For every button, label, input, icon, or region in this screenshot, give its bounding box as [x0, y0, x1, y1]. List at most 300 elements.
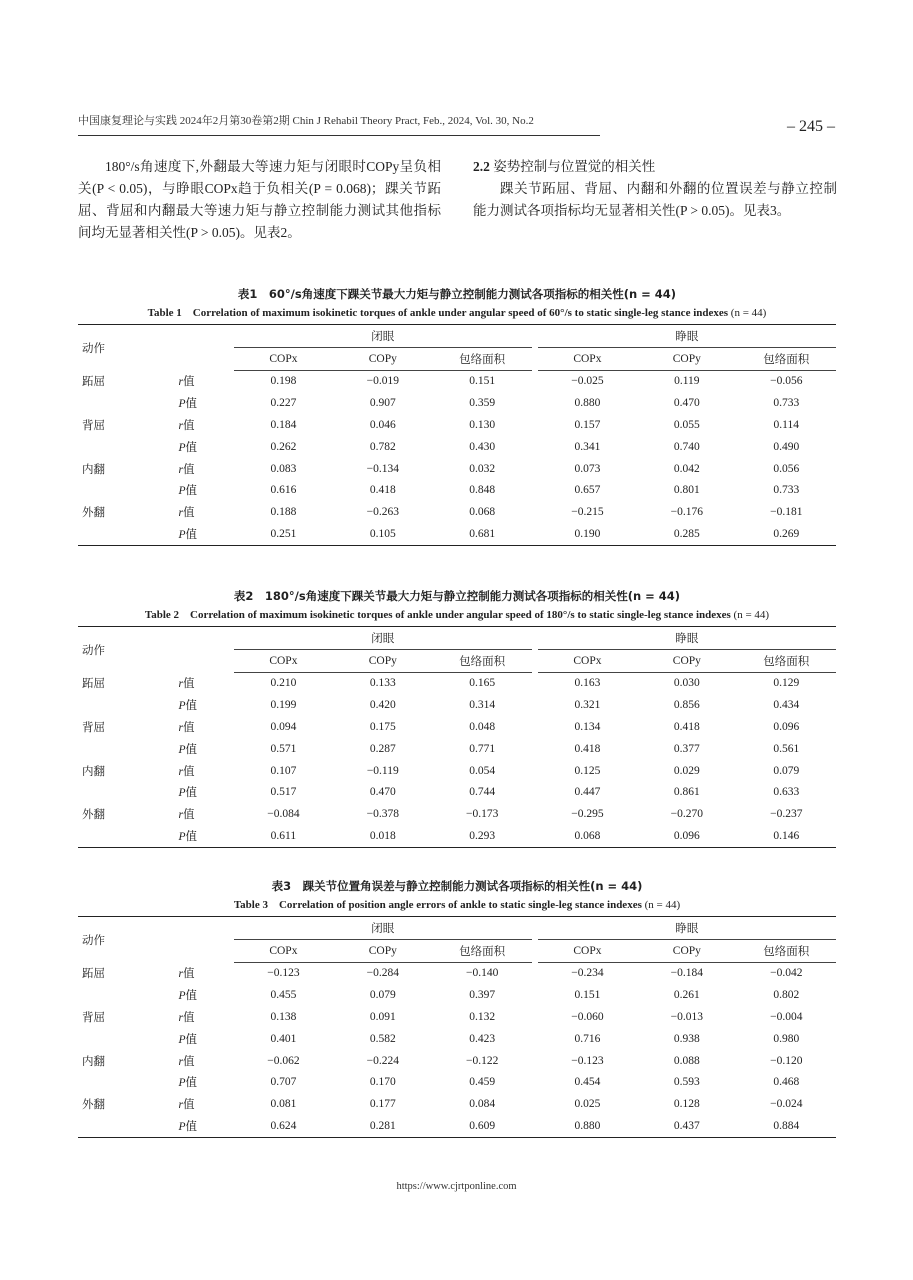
row-stat	[179, 392, 234, 414]
table-cell: 0.980	[773, 1032, 800, 1045]
column-header: COPx	[538, 939, 637, 962]
table-cell: −0.176	[670, 506, 703, 519]
row-stat	[178, 782, 233, 804]
table-3	[78, 877, 836, 1138]
row-action: 背屈	[82, 420, 105, 433]
table-cell: 0.716	[574, 1032, 601, 1045]
table-row	[78, 523, 836, 545]
row-stat	[178, 962, 233, 984]
table-row	[78, 370, 836, 392]
row-action: 内翻	[82, 765, 105, 778]
table-cell: 0.454	[574, 1076, 601, 1089]
table-cell: 0.430	[469, 440, 496, 453]
table-cell: 0.198	[270, 375, 297, 388]
table-cell: 0.048	[469, 721, 496, 734]
table-cell: 0.593	[673, 1076, 700, 1089]
table-cell: −0.295	[571, 808, 604, 821]
table-cell: 0.188	[270, 506, 297, 519]
table-cell: 0.261	[673, 989, 700, 1002]
row-stat	[179, 414, 234, 436]
column-header: 包络面积	[737, 939, 836, 962]
table-cell: 0.210	[270, 677, 297, 690]
stat-header-blank	[178, 917, 233, 963]
header-rule	[78, 135, 600, 136]
table-caption-en-text: Table 2 Correlation of maximum isokinetic torques of ankle under angular speed of 180°/s to static single-leg stance indexes	[144, 609, 731, 621]
table-cell: 0.056	[773, 462, 800, 475]
section-number: 2.2	[473, 159, 490, 174]
stat-symbol: P	[178, 441, 186, 454]
table-cell: −0.025	[571, 375, 604, 388]
stat-symbol: r	[178, 1099, 183, 1112]
table-cell: 0.470	[673, 397, 700, 410]
data-table	[78, 916, 836, 1138]
stat-symbol: P	[178, 1077, 186, 1090]
table-caption-en-text: Table 1 Correlation of maximum isokinetic torques of ankle under angular speed of 60°/s to static single-leg stance indexes	[147, 307, 729, 319]
left-paragraph: 180°/s角速度下,外翻最大等速力矩与闭眼时COPy呈负相关(P < 0.05)，与睁眼COPx趋于负相关(P = 0.068)；踝关节跖屈、背屈和内翻最大等速力矩与静立控制能力测试其他指标间均无显著相关性(P > 0.05)。见表2。	[78, 159, 441, 240]
table-cell: 0.423	[469, 1032, 496, 1045]
table-cell: 0.096	[773, 721, 800, 734]
column-header: 包络面积	[433, 347, 532, 370]
table-cell: −0.119	[366, 764, 399, 777]
table-cell: 0.081	[270, 1098, 297, 1111]
table-cell: 0.029	[673, 764, 700, 777]
group-header-eyes-closed: 闭眼	[234, 325, 532, 348]
table-cell: 0.420	[369, 699, 396, 712]
stat-suffix: 值	[182, 1055, 195, 1068]
stat-symbol: P	[178, 787, 186, 800]
table-cell: −0.084	[267, 808, 300, 821]
table-cell: 0.094	[270, 721, 297, 734]
table-cell: 0.848	[469, 484, 496, 497]
table-cell: 0.199	[270, 699, 297, 712]
stat-suffix: 值	[185, 831, 198, 844]
table-cell: −0.378	[366, 808, 399, 821]
table-cell: 0.801	[673, 484, 700, 497]
table-cell: 0.609	[469, 1120, 496, 1133]
table-row	[78, 694, 836, 716]
row-stat	[179, 523, 234, 545]
stat-symbol: r	[178, 678, 183, 691]
table-cell: 0.105	[369, 528, 396, 541]
table-cell: 0.163	[574, 677, 601, 690]
stat-suffix: 值	[182, 968, 195, 981]
table-row	[78, 738, 836, 760]
table-cell: 0.782	[369, 440, 396, 453]
table-group-header-row	[78, 917, 836, 940]
table-cell: 0.055	[673, 419, 700, 432]
table-cell: 0.157	[574, 419, 601, 432]
row-stat	[178, 803, 233, 825]
table-cell: −0.019	[366, 375, 399, 388]
column-header: COPx	[234, 347, 333, 370]
table-row	[78, 984, 836, 1006]
table-cell: 0.138	[270, 1011, 297, 1024]
stat-symbol: r	[178, 1055, 183, 1068]
row-stat	[178, 1050, 233, 1072]
table-cell: 0.571	[270, 742, 297, 755]
row-action: 背屈	[82, 722, 105, 735]
table-cell: 0.377	[673, 742, 700, 755]
table-caption-en-text: Table 3 Correlation of position angle errors of ankle to static single-leg stance indexes	[233, 899, 642, 911]
stat-symbol: P	[178, 831, 186, 844]
table-row	[78, 458, 836, 480]
table-cell: 0.130	[469, 419, 496, 432]
table-cell: 0.418	[369, 484, 396, 497]
row-stat	[178, 738, 233, 760]
stat-suffix: 值	[182, 809, 195, 822]
table-row	[78, 1115, 836, 1137]
stat-suffix: 值	[185, 529, 198, 542]
table-cell: 0.175	[369, 721, 396, 734]
section-title: 姿势控制与位置觉的相关性	[489, 159, 656, 174]
action-header: 动作	[82, 644, 105, 657]
table-cell: 0.880	[574, 397, 601, 410]
table-cell: 0.042	[673, 462, 700, 475]
table-cell: 0.468	[773, 1076, 800, 1089]
row-stat	[178, 672, 233, 694]
row-action	[78, 694, 178, 716]
stat-suffix: 值	[185, 1077, 198, 1090]
table-cell: 0.068	[469, 506, 496, 519]
table-group-header-row	[78, 627, 836, 650]
row-stat	[178, 1115, 233, 1137]
table-row	[78, 782, 836, 804]
table-caption-zh: 表2 180°/s角速度下踝关节最大力矩与静立控制能力测试各项指标的相关性(n = 44)	[233, 589, 681, 603]
table-cell: 0.083	[270, 462, 297, 475]
table-cell: 0.285	[673, 528, 700, 541]
table-cell: 0.582	[369, 1032, 396, 1045]
table-caption-zh: 表3 踝关节位置角误差与静立控制能力测试各项指标的相关性(n = 44)	[271, 879, 643, 893]
table-cell: 0.314	[469, 699, 496, 712]
row-stat	[178, 1093, 233, 1115]
row-action	[78, 480, 179, 502]
row-stat	[179, 480, 234, 502]
row-action: 外翻	[82, 507, 105, 520]
table-cell: 0.184	[270, 419, 297, 432]
table-cell: 0.068	[574, 830, 601, 843]
table-cell: 0.079	[369, 989, 396, 1002]
table-row	[78, 760, 836, 782]
table-caption-zh: 表1 60°/s角速度下踝关节最大力矩与静立控制能力测试各项指标的相关性(n = 44)	[237, 287, 677, 301]
table-row	[78, 962, 836, 984]
stat-symbol: P	[178, 398, 186, 411]
row-action	[78, 984, 178, 1006]
row-stat	[179, 458, 234, 480]
table-caption-en	[78, 605, 836, 626]
table-cell: 0.517	[270, 786, 297, 799]
table-cell: 0.125	[574, 764, 601, 777]
row-action	[78, 825, 178, 847]
row-action: 内翻	[82, 1055, 105, 1068]
table-cell: −0.224	[366, 1054, 399, 1067]
table-cell: 0.733	[773, 397, 800, 410]
table-cell: 0.657	[574, 484, 601, 497]
table-row	[78, 1028, 836, 1050]
table-cell: −0.042	[770, 967, 803, 980]
row-stat	[178, 825, 233, 847]
table-cell: 0.170	[369, 1076, 396, 1089]
table-1	[78, 285, 836, 546]
table-cell: 0.744	[469, 786, 496, 799]
table-cell: 0.359	[469, 397, 496, 410]
stat-suffix: 值	[182, 765, 195, 778]
row-stat	[178, 716, 233, 738]
row-action: 外翻	[82, 809, 105, 822]
stat-symbol: r	[178, 968, 183, 981]
table-cell: 0.134	[574, 721, 601, 734]
table-cell: −0.123	[571, 1054, 604, 1067]
table-cell: 0.030	[673, 677, 700, 690]
column-header: COPy	[333, 939, 432, 962]
table-cell: 0.611	[270, 830, 297, 843]
table-cell: 0.032	[469, 462, 496, 475]
row-action: 跖屈	[82, 376, 105, 389]
stat-suffix: 值	[182, 1012, 195, 1025]
table-cell: 0.079	[773, 764, 800, 777]
table-caption-en	[78, 895, 836, 916]
left-column	[78, 156, 441, 244]
row-action	[78, 1115, 178, 1137]
table-cell: 0.740	[673, 440, 700, 453]
table-cell: 0.884	[773, 1120, 800, 1133]
stat-suffix: 值	[182, 420, 195, 433]
column-header: COPx	[234, 649, 333, 672]
column-header: COPx	[538, 649, 637, 672]
table-cell: −0.062	[267, 1054, 300, 1067]
column-header: COPx	[538, 347, 637, 370]
table-cell: −0.140	[465, 967, 499, 980]
action-header: 动作	[82, 342, 105, 355]
data-table	[78, 324, 836, 546]
stat-symbol: r	[178, 507, 183, 520]
table-2	[78, 587, 836, 848]
row-action	[78, 782, 178, 804]
stat-header-blank	[179, 325, 234, 371]
section-heading	[473, 156, 837, 178]
table-cell: −0.060	[571, 1011, 604, 1024]
table-cell: 0.133	[369, 677, 396, 690]
table-row	[78, 480, 836, 502]
table-row	[78, 501, 836, 523]
stat-suffix: 值	[185, 441, 198, 454]
table-row	[78, 392, 836, 414]
stat-suffix: 值	[185, 700, 198, 713]
stat-suffix: 值	[185, 1121, 198, 1134]
table-row	[78, 1006, 836, 1028]
table-cell: −0.263	[366, 506, 399, 519]
table-row	[78, 825, 836, 847]
table-cell: 0.084	[469, 1098, 496, 1111]
table-row	[78, 436, 836, 458]
table-cell: −0.270	[670, 808, 704, 821]
table-row	[78, 1093, 836, 1115]
table-cell: 0.733	[773, 484, 800, 497]
table-cell: 0.447	[574, 786, 601, 799]
stat-suffix: 值	[185, 398, 198, 411]
table-row	[78, 672, 836, 694]
table-cell: 0.437	[673, 1120, 700, 1133]
stat-suffix: 值	[185, 990, 198, 1003]
stat-suffix: 值	[182, 678, 195, 691]
row-stat	[179, 370, 234, 392]
table-cell: 0.091	[369, 1011, 396, 1024]
table-cell: 0.151	[574, 989, 601, 1002]
stat-symbol: r	[178, 420, 183, 433]
row-action	[78, 1028, 178, 1050]
group-header-eyes-open: 睁眼	[538, 325, 836, 348]
table-cell: 0.880	[574, 1120, 601, 1133]
table-cell: 0.251	[270, 528, 297, 541]
table-cell: −0.284	[366, 967, 399, 980]
table-cell: 0.165	[469, 677, 496, 690]
stat-suffix: 值	[182, 722, 195, 735]
column-header: COPx	[234, 939, 333, 962]
table-cell: −0.024	[770, 1098, 803, 1111]
stat-symbol: P	[178, 1121, 186, 1134]
table-cell: 0.321	[574, 699, 601, 712]
table-cell: 0.073	[574, 462, 601, 475]
row-stat	[179, 436, 234, 458]
table-cell: −0.184	[670, 967, 704, 980]
stat-suffix: 值	[185, 743, 198, 756]
table-cell: 0.190	[574, 528, 601, 541]
table-cell: 0.281	[369, 1120, 396, 1133]
group-header-eyes-closed: 闭眼	[234, 917, 532, 940]
table-cell: 0.397	[469, 989, 496, 1002]
group-header-eyes-open: 睁眼	[538, 627, 836, 650]
table-cell: 0.269	[773, 528, 800, 541]
table-cell: 0.802	[773, 989, 800, 1002]
stat-symbol: r	[178, 376, 183, 389]
table-row	[78, 716, 836, 738]
stat-symbol: P	[178, 990, 186, 1003]
page-number: – 245 –	[787, 118, 835, 135]
footer-url: https://www.cjrtponline.com	[396, 1181, 517, 1192]
row-action: 内翻	[82, 463, 105, 476]
row-action: 背屈	[82, 1012, 105, 1025]
table-caption-en-n: (n = 44)	[728, 307, 767, 319]
table-cell: −0.004	[770, 1011, 803, 1024]
table-cell: 0.227	[270, 397, 297, 410]
row-stat	[178, 1072, 233, 1094]
table-cell: 0.418	[673, 721, 700, 734]
table-cell: 0.861	[673, 786, 700, 799]
table-cell: 0.455	[270, 989, 297, 1002]
table-cell: 0.856	[673, 699, 700, 712]
stat-symbol: P	[178, 529, 186, 542]
table-row	[78, 1050, 836, 1072]
table-cell: 0.707	[270, 1076, 297, 1089]
table-cell: −0.215	[571, 506, 604, 519]
table-row	[78, 414, 836, 436]
table-cell: 0.616	[270, 484, 297, 497]
table-cell: −0.134	[366, 462, 399, 475]
table-cell: 0.771	[469, 742, 496, 755]
stat-header-blank	[178, 627, 233, 673]
table-cell: −0.237	[770, 808, 803, 821]
column-header: COPy	[637, 649, 736, 672]
group-header-eyes-closed: 闭眼	[234, 627, 532, 650]
table-cell: 0.119	[674, 375, 700, 388]
table-cell: 0.132	[469, 1011, 496, 1024]
table-cell: 0.054	[469, 764, 496, 777]
table-cell: −0.122	[465, 1054, 499, 1067]
table-cell: 0.681	[469, 528, 496, 541]
table-cell: 0.177	[369, 1098, 396, 1111]
table-group-header-row	[78, 325, 836, 348]
table-cell: 0.401	[270, 1032, 297, 1045]
row-action: 跖屈	[82, 968, 105, 981]
stat-symbol: r	[178, 765, 183, 778]
table-cell: −0.123	[267, 967, 300, 980]
column-header: 包络面积	[737, 347, 836, 370]
row-stat	[178, 694, 233, 716]
stat-symbol: P	[178, 700, 186, 713]
stat-suffix: 值	[185, 485, 198, 498]
column-header: COPy	[333, 649, 432, 672]
table-cell: 0.633	[773, 786, 800, 799]
journal-header: 中国康复理论与实践 2024年2月第30卷第2期 Chin J Rehabil Theory Pract, Feb., 2024, Vol. 30, No.2	[78, 115, 534, 127]
table-cell: −0.173	[465, 808, 499, 821]
column-header: COPy	[637, 939, 736, 962]
table-cell: 0.151	[469, 375, 496, 388]
row-stat	[178, 760, 233, 782]
table-cell: 0.490	[773, 440, 800, 453]
stat-symbol: r	[178, 809, 183, 822]
table-cell: 0.938	[673, 1032, 700, 1045]
stat-suffix: 值	[182, 376, 195, 389]
table-cell: −0.013	[670, 1011, 704, 1024]
row-stat	[178, 1028, 233, 1050]
column-header: COPy	[333, 347, 432, 370]
table-cell: −0.234	[571, 967, 604, 980]
stat-suffix: 值	[182, 463, 195, 476]
row-action: 跖屈	[82, 678, 105, 691]
table-cell: 0.129	[773, 677, 800, 690]
table-cell: 0.018	[369, 830, 396, 843]
table-cell: 0.293	[469, 830, 496, 843]
column-header: 包络面积	[432, 939, 531, 962]
stat-symbol: P	[178, 485, 186, 498]
stat-symbol: r	[178, 463, 183, 476]
right-paragraph: 踝关节跖屈、背屈、内翻和外翻的位置误差与静立控制能力测试各项指标均无显著相关性(P > 0.05)。见表3。	[473, 181, 837, 218]
row-action	[78, 436, 179, 458]
table-cell: 0.287	[369, 742, 396, 755]
table-caption-en-n: (n = 44)	[730, 609, 770, 621]
table-cell: −0.056	[770, 375, 803, 388]
group-header-eyes-open: 睁眼	[538, 917, 836, 940]
table-cell: 0.114	[773, 419, 799, 432]
table-cell: 0.128	[673, 1098, 700, 1111]
row-stat	[179, 501, 234, 523]
table-cell: 0.624	[270, 1120, 297, 1133]
table-cell: 0.046	[369, 419, 396, 432]
row-stat	[178, 1006, 233, 1028]
table-cell: 0.088	[673, 1054, 700, 1067]
table-row	[78, 1072, 836, 1094]
stat-suffix: 值	[185, 787, 198, 800]
table-cell: 0.907	[369, 397, 396, 410]
right-column	[473, 156, 837, 222]
table-cell: 0.025	[574, 1098, 601, 1111]
stat-suffix: 值	[182, 507, 195, 520]
table-cell: 0.146	[773, 830, 800, 843]
table-cell: 0.107	[270, 764, 297, 777]
table-caption-en	[78, 303, 836, 324]
row-action	[78, 523, 179, 545]
row-action	[78, 1072, 178, 1094]
table-cell: 0.459	[469, 1076, 496, 1089]
